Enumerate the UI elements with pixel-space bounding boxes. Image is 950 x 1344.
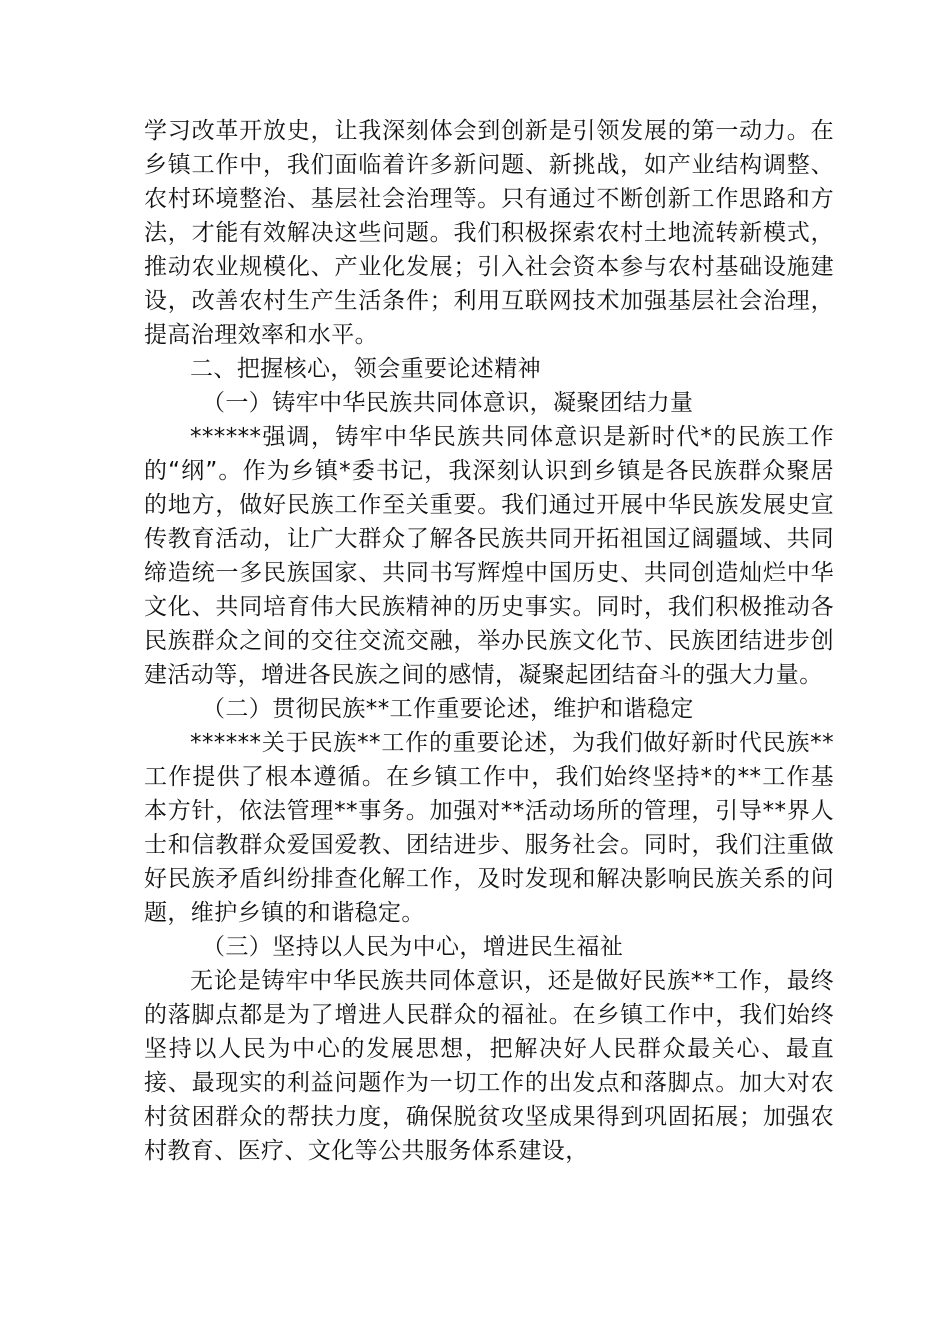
subsection-heading-2: （二）贯彻民族**工作重要论述，维护和谐稳定	[202, 696, 694, 722]
subsection-heading-3: （三）坚持以人民为中心，增进民生福祉	[202, 934, 624, 960]
subsection-heading-1: （一）铸牢中华民族共同体意识，凝聚团结力量	[202, 390, 694, 416]
body-paragraph-continued: 学习改革开放史，让我深刻体会到创新是引领发展的第一动力。在乡镇工作中，我们面临着许多新问题、新挑战，如产业结构调整、农村环境整治、基层社会治理等。只有通过不断创新工作思路和方法，才能有效解决这些问题。我们积极探索农村土地流转新模式，推动农业规模化、产业化发展；引入社会资本参与农村基础设施建设，改善农村生产生活条件；利用互联网技术加强基层社会治理，提高治理效率和水平。	[144, 118, 834, 348]
body-paragraph: ******强调，铸牢中华民族共同体意识是新时代*的民族工作的“纲”。作为乡镇*委书记，我深刻认识到乡镇是各民族群众聚居的地方，做好民族工作至关重要。我们通过开展中华民族发展史宣传教育活动，让广大群众了解各民族共同开拓祖国辽阔疆域、共同缔造统一多民族国家、共同书写辉煌中国历史、共同创造灿烂中华文化、共同培育伟大民族精神的历史事实。同时，我们积极推动各民族群众之间的交往交流交融，举办民族文化节、民族团结进步创建活动等，增进各民族之间的感情，凝聚起团结奋斗的强大力量。	[144, 424, 834, 688]
section-heading-2: 二、把握核心，领会重要论述精神	[190, 356, 541, 382]
body-paragraph: 无论是铸牢中华民族共同体意识，还是做好民族**工作，最终的落脚点都是为了增进人民群众的福祉。在乡镇工作中，我们始终坚持以人民为中心的发展思想，把解决好人民群众最关心、最直接、最现实的利益问题作为一切工作的出发点和落脚点。加大对农村贫困群众的帮扶力度，确保脱贫攻坚成果得到巩固拓展；加强农村教育、医疗、文化等公共服务体系建设，	[144, 968, 834, 1164]
document-body	[144, 114, 834, 1168]
body-paragraph: ******关于民族**工作的重要论述，为我们做好新时代民族**工作提供了根本遵循。在乡镇工作中，我们始终坚持*的**工作基本方针，依法管理**事务。加强对**活动场所的管理，引导**界人士和信教群众爱国爱教、团结进步、服务社会。同时，我们注重做好民族矛盾纠纷排查化解工作，及时发现和解决影响民族关系的问题，维护乡镇的和谐稳定。	[144, 730, 834, 926]
